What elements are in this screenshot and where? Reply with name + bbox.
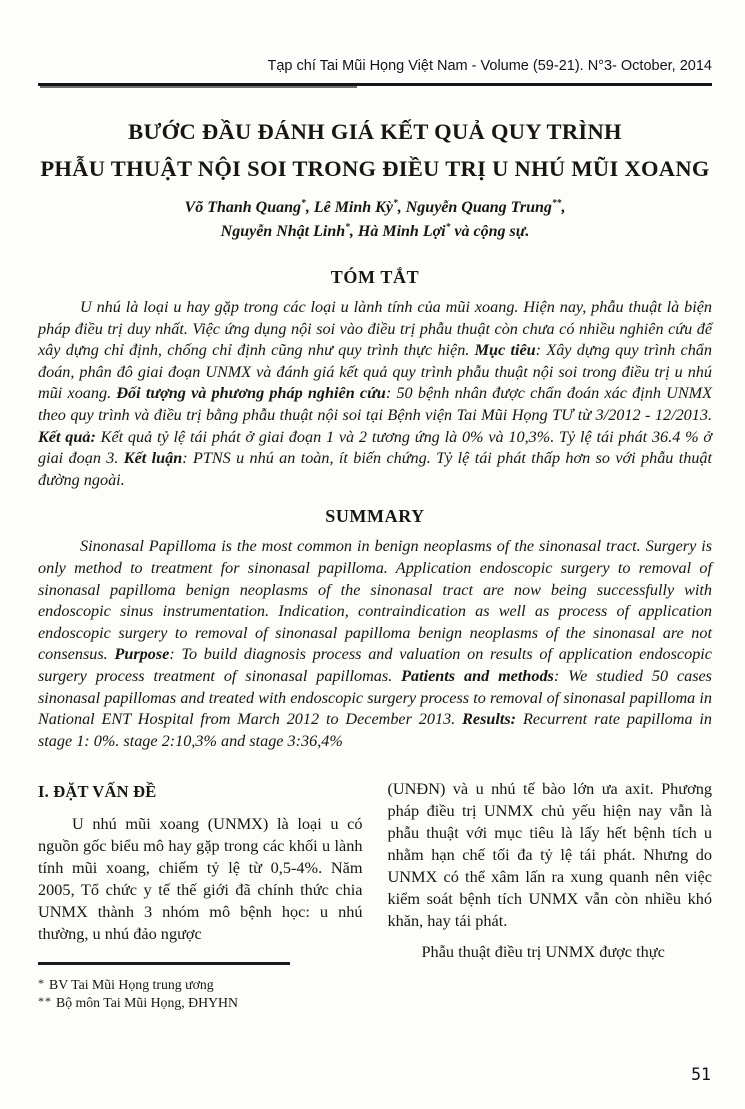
footnote-text: BV Tai Mũi Họng trung ương [49,976,214,992]
intro-two-column-section [38,778,712,1010]
footnote-block [38,962,363,1010]
intro-right-column [388,778,713,1010]
header-divider [38,83,712,89]
summary-text: Sinonasal Papilloma is the most common in benign neoplasms of the sinonasal tract. Surgery is only method to treatment for sinonasal papilloma. Application endoscopic surgery to removal of sinonasal papilloma benign neoplasms of the sinonasal tract are now being successfully with endoscopic sinus instrumentation. Indication, contraindication as well as process of application endoscopic surgery to removal of sinonasal papilloma benign neoplasms of the sinonasal are not consensus. Purpose: To build diagnosis process and valuation on results of application endoscopic surgery process treatment of sinonasal papillomas. Patients and methods: We studied 50 cases sinonasal papillomas and treated with endoscopic surgery process to removal of sinonasal papilloma in National ENT Hospital from March 2012 to December 2013. Results: Recurrent rate papilloma in stage 1: 0%. stage 2:10,3% and stage 3:36,4% [38,537,712,750]
article-title-line2: PHẪU THUẬT NỘI SOI TRONG ĐIỀU TRỊ U NHÚ MŨI XOANG [40,156,710,181]
article-title-line1: BƯỚC ĐẦU ĐÁNH GIÁ KẾT QUẢ QUY TRÌNH [128,119,622,144]
journal-header-line: Tạp chí Tai Mũi Họng Việt Nam - Volume (59-21). N°3- October, 2014 [267,58,712,74]
footnote-divider [38,962,290,964]
page-number: 51 [691,1065,711,1084]
footnote-affiliation-1 [38,975,363,993]
header-divider-scan-artifact [40,86,357,88]
intro-left-column [38,778,363,1010]
summary-heading: SUMMARY [325,506,425,527]
abstract-heading-vi: TÓM TẮT [330,267,420,287]
footnote-affiliation-2 [38,993,363,1011]
header-divider-line [38,83,712,86]
footnote-marker: * [38,975,45,990]
author-line2: Nguyễn Nhật Linh*, Hà Minh Lợi* và cộng sự. [220,221,530,240]
footnote-text: Bộ môn Tai Mũi Họng, ĐHYHN [56,994,238,1010]
intro-paragraph-left: U nhú mũi xoang (UNMX) là loại u có nguồn gốc biểu mô hay gặp trong các khối u lành tính mũi xoang, chiếm tỷ lệ từ 0,5-4%. Năm 2005, Tổ chức y tế thế giới đã chính thức chia UNMX thành 3 nhóm mô bệnh học: u nhú thường, u nhú đảo ngược [38,814,363,944]
intro-paragraph-right-2: Phẫu thuật điều trị UNMX được thực [421,942,665,962]
section-heading-introduction: I. ĐẶT VẤN ĐỀ [38,782,157,802]
abstract-text-vi: U nhú là loại u hay gặp trong các loại u lành tính của mũi xoang. Hiện nay, phẫu thuật là biện pháp điều trị duy nhất. Việc ứng dụng nội soi vào điều trị phẫu thuật còn chưa có nhiều nghiên cứu để xây dựng chỉ định, chống chỉ định cũng như quy trình thực hiện. Mục tiêu: Xây dựng quy trình chẩn đoán, phân đô giai đoạn UNMX và đánh giá kết quả quy trình phẫu thuật nội soi trong điều trị u nhú mũi xoang. Đối tượng và phương pháp nghiên cứu: 50 bệnh nhân được chẩn đoán xác định UNMX theo quy trình và điều trị bằng phẫu thuật nội soi tại Bệnh viện Tai Mũi Họng TƯ từ 3/2012 - 12/2013. Kết quả: Kết quả tỷ lệ tái phát ở giai đoạn 1 và 2 tương ứng là 0% và 10,3%. Tỷ lệ tái phát 36.4 % ở giai đoạn 3. Kết luận: PTNS u nhú an toàn, ít biến chứng. Tỷ lệ tái phát thấp hơn so với phẫu thuật đường ngoài. [38,298,713,489]
footnote-marker: ** [38,993,52,1008]
author-list [38,196,712,244]
article-title [38,113,712,187]
author-line1: Võ Thanh Quang*, Lê Minh Kỳ*, Nguyễn Quang Trung**, [184,197,566,216]
intro-paragraph-right: (UNĐN) và u nhú tế bào lớn ưa axit. Phương pháp điều trị UNMX chủ yếu hiện nay vẫn là phẫu thuật với mục tiêu là lấy hết bệnh tích u nhằm hạn chế tối đa tỷ lệ tái phát. Nhưng do UNMX có thể xâm lấn ra xung quanh nên việc kiểm soát bệnh tích UNMX vẫn còn nhiều khó khăn, hay tái phát. [387,779,712,931]
